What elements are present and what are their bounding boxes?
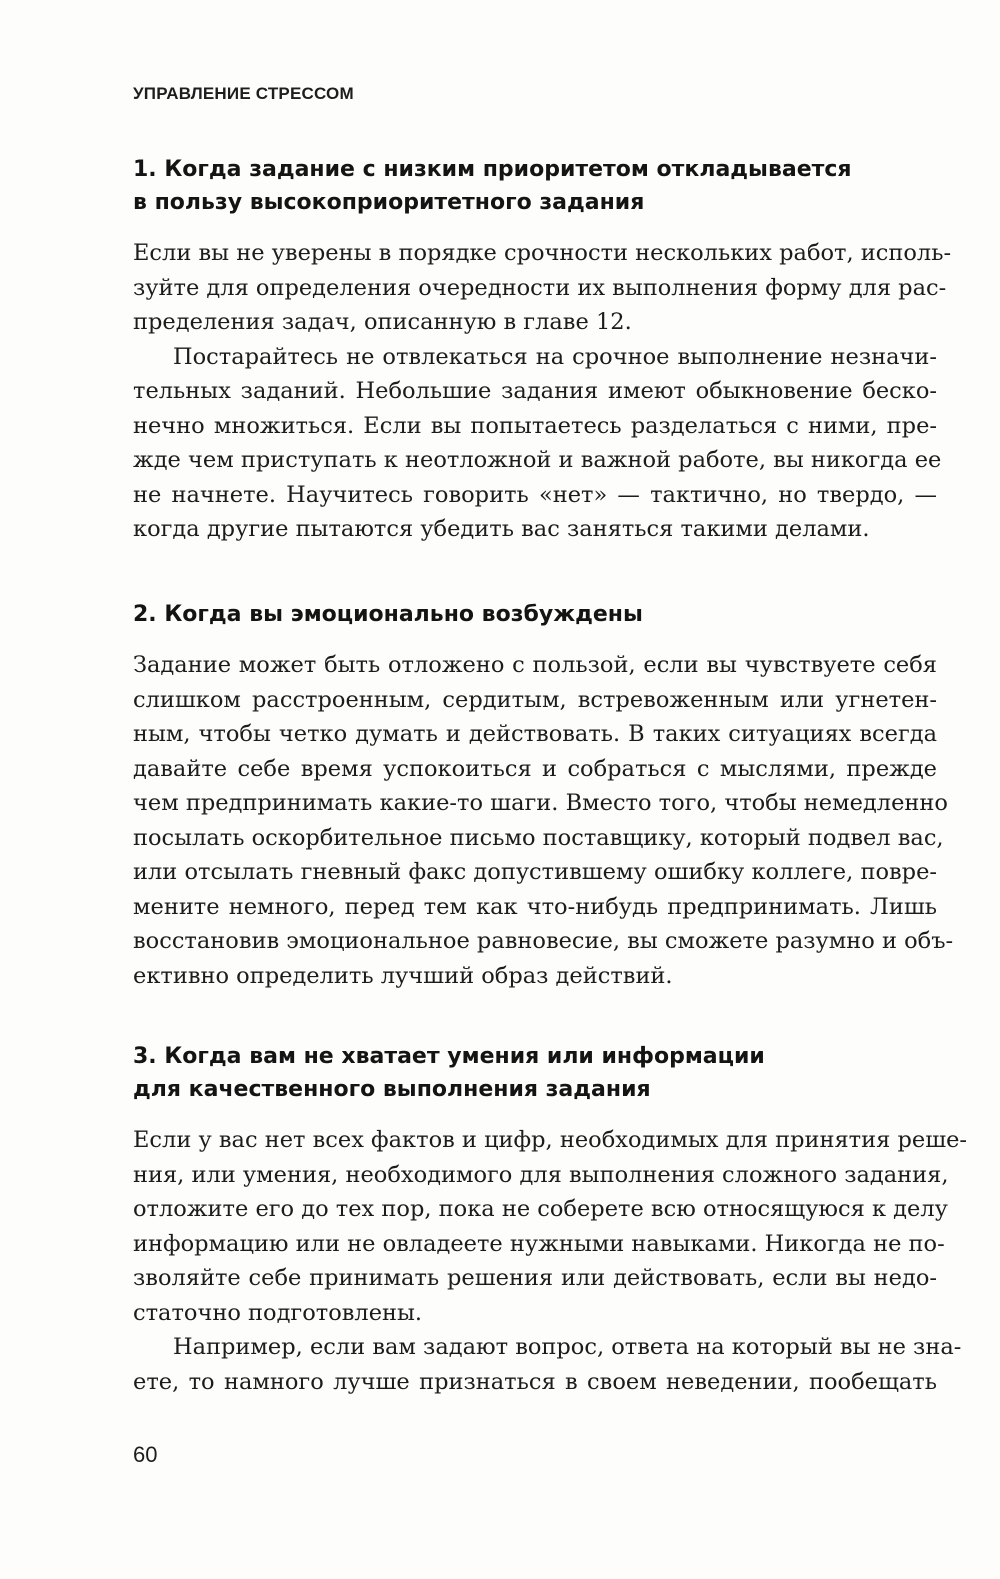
text-line: жде чем приступать к неотложной и важной работе, вы никогда ее: [133, 447, 942, 473]
text-line: посылать оскорбительное письмо поставщику, который подвел вас,: [133, 824, 944, 851]
text-line: не начнете. Научитесь говорить «нет» — тактично, но твердо, —: [133, 481, 937, 508]
text-line: Если вы не уверены в порядке срочности нескольких работ, исполь-: [133, 240, 952, 266]
section-heading: [133, 153, 937, 219]
text-line: зуйте для определения очередности их выполнения форму для рас-: [133, 274, 947, 301]
running-head: УПРАВЛЕНИЕ СТРЕССОМ: [133, 84, 354, 103]
section-heading: [133, 1040, 937, 1106]
paragraph: [133, 340, 942, 547]
text-line: Задание может быть отложено с пользой, если вы чувствуете себя: [133, 652, 937, 678]
paragraph: [133, 648, 954, 993]
text-line: или отсылать гневный факс допустившему ошибку коллеге, повре-: [133, 859, 937, 885]
section-1: [133, 153, 952, 547]
text-line: ния, или умения, необходимого для выполнения сложного задания,: [133, 1161, 949, 1188]
page-number: 60: [133, 1442, 158, 1467]
text-line: восстановив эмоциональное равновесие, вы сможете разумно и объ-: [133, 928, 954, 954]
text-line: отложите его до тех пор, пока не соберете всю относящуюся к делу: [133, 1196, 948, 1222]
paragraph: [133, 1330, 962, 1399]
heading-line: 1. Когда задание с низким приоритетом откладывается: [133, 157, 852, 182]
paragraph: [133, 1123, 968, 1330]
text-line: чем предпринимать какие-то шаги. Вместо того, чтобы немедленно: [133, 790, 948, 816]
text-line: пределения задач, описанную в главе 12.: [133, 309, 632, 335]
heading-line: 3. Когда вам не хватает умения или информации: [133, 1044, 765, 1069]
section-3: [133, 1040, 968, 1399]
section-2: [133, 598, 954, 993]
text-line: статочно подготовлены.: [133, 1299, 423, 1326]
text-line: когда другие пытаются убедить вас заняться такими делами.: [133, 516, 870, 542]
text-line: тельных заданий. Небольшие задания имеют обыкновение беско-: [133, 378, 937, 404]
heading-line: 2. Когда вы эмоционально возбуждены: [133, 602, 643, 627]
text-line: нечно множиться. Если вы попытаетесь разделаться с ними, пре-: [133, 412, 937, 439]
text-line: слишком расстроенным, сердитым, встревоженным или угнетен-: [133, 686, 937, 713]
text-line: мените немного, перед тем как что-нибудь предпринимать. Лишь: [133, 893, 937, 920]
text-line: давайте себе время успокоиться и собраться с мыслями, прежде: [133, 755, 937, 782]
text-line: ективно определить лучший образ действий.: [133, 962, 673, 989]
text-line: информацию или не овладеете нужными навыками. Никогда не по-: [133, 1230, 945, 1257]
text-line: Например, если вам задают вопрос, ответа на который вы не зна-: [173, 1334, 962, 1360]
text-line: Постарайтесь не отвлекаться на срочное выполнение незначи-: [173, 343, 937, 370]
paragraph: [133, 236, 952, 340]
heading-line: для качественного выполнения задания: [133, 1077, 651, 1102]
text-line: ным, чтобы четко думать и действовать. В таких ситуациях всегда: [133, 721, 937, 747]
heading-line: в пользу высокоприоритетного задания: [133, 190, 645, 215]
text-line: Если у вас нет всех фактов и цифр, необходимых для принятия реше-: [133, 1127, 968, 1153]
text-line: ете, то намного лучше признаться в своем неведении, пообещать: [133, 1368, 937, 1395]
text-line: зволяйте себе принимать решения или действовать, если вы недо-: [133, 1265, 937, 1291]
section-heading: [133, 598, 937, 631]
